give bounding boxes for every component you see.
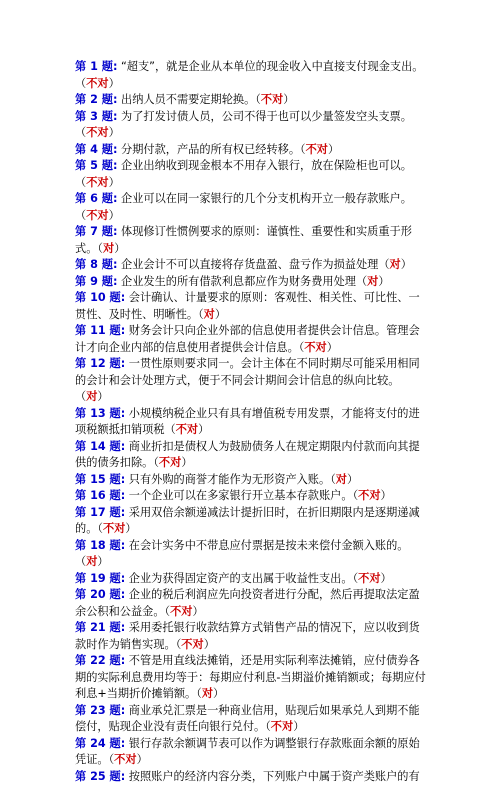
answer-paren: （不对） — [265, 720, 304, 733]
question-number: 第 25 题: — [75, 770, 125, 783]
question-number: 第 6 题: — [75, 192, 117, 205]
question-number: 第 2 题: — [75, 93, 117, 106]
answer-paren: （不对） — [353, 489, 392, 502]
question-number: 第 22 题: — [75, 654, 125, 667]
question-item — [75, 356, 427, 406]
answer-paren: （不对） — [153, 456, 192, 469]
question-text: 一贯性原则要求同一。会计主体在不同时期尽可能采用相同的会计和会计处理方式，便于不同会计期间会计信息的纵向比较。 — [75, 357, 420, 387]
answer-paren: （不对） — [75, 209, 120, 222]
answer: 不对 — [86, 77, 108, 90]
answer-paren: （不对） — [75, 77, 120, 90]
answer: 不对 — [103, 522, 125, 535]
answer: 不对 — [86, 176, 108, 189]
question-text: 一个企业可以在多家银行开立基本存款账户。 — [129, 489, 353, 502]
question-number: 第 24 题: — [75, 737, 125, 750]
question-text: 体现修订性惯例要求的原则：谨慎性、重要性和实质重于形式。 — [75, 225, 412, 255]
question-item — [75, 290, 427, 323]
question-item — [75, 571, 427, 588]
answer: 不对 — [176, 423, 198, 436]
question-text: 企业会计不可以直接将存货盘盈、盘亏作为损益处理 — [121, 258, 378, 271]
question-item — [75, 109, 427, 142]
question-number: 第 19 题: — [75, 572, 125, 585]
answer: 对 — [103, 242, 114, 255]
question-item — [75, 769, 427, 785]
answer-paren: （不对） — [109, 753, 148, 766]
question-text: 会计确认、计量要求的原则：客观性、相关性、可比性、一贯性、及时性、明晰性。 — [75, 291, 420, 321]
question-text: 商业折扣是债权人为鼓励债务人在规定期限内付款而向其提供的债务扣除。 — [75, 440, 420, 470]
answer-paren: （对） — [97, 242, 125, 255]
question-number: 第 20 题: — [75, 588, 125, 601]
question-number: 第 9 题: — [75, 275, 117, 288]
question-text: 财务会计只向企业外部的信息使用者提供会计信息。管理会计才向企业内部的信息使用者提供会计信息。 — [75, 324, 420, 354]
question-text: 出纳人员不需要定期轮换。 — [121, 93, 255, 106]
question-text: “超支”，就是企业从本单位的现金收入中直接支付现金支出。 — [121, 60, 423, 73]
answer-paren: （对） — [356, 275, 390, 288]
question-item — [75, 158, 427, 191]
answer-paren: （不对） — [255, 93, 294, 106]
answer-paren: （对） — [75, 390, 109, 403]
question-text: 企业为获得固定资产的支出属于收益性支出。 — [129, 572, 353, 585]
question-number: 第 21 题: — [75, 621, 125, 634]
question-number: 第 12 题: — [75, 357, 125, 370]
answer-paren: （不对） — [75, 176, 120, 189]
answer-paren: （对） — [196, 687, 224, 700]
answer: 对 — [86, 390, 97, 403]
question-item — [75, 736, 427, 769]
answer-paren: （不对） — [165, 423, 210, 436]
question-text: 企业发生的所有借款利息都应作为财务费用处理 — [121, 275, 356, 288]
answer: 不对 — [159, 456, 181, 469]
question-item — [75, 488, 427, 505]
question-text: 不管是用直线法摊销，还是用实际利率法摊销，应付债券各期的实际利息费用均等于：每期应付利息-当期溢价摊销额或；每期应付利息+当期折价摊销额。 — [75, 654, 426, 700]
question-number: 第 4 题: — [75, 143, 117, 156]
question-text: 企业出纳收到现金根本不用存入银行，放在保险柜也可以。 — [121, 159, 412, 172]
question-text: 采用双倍余额递减法计提折旧时，在折旧期限内是逐期递减的。 — [75, 506, 420, 536]
question-item — [75, 439, 427, 472]
answer: 不对 — [170, 605, 192, 618]
question-item — [75, 274, 427, 291]
answer-paren: （不对） — [353, 572, 392, 585]
question-text: 分期付款，产品的所有权已经转移。 — [121, 143, 300, 156]
answer: 不对 — [181, 638, 203, 651]
answer-paren: （不对） — [299, 341, 338, 354]
question-text: 在会计实务中不带息应付票据是按未来偿付金额入账的。 — [129, 539, 409, 552]
question-item — [75, 142, 427, 159]
answer: 对 — [202, 687, 213, 700]
question-item — [75, 323, 427, 356]
answer-paren: （不对） — [176, 638, 215, 651]
question-item — [75, 538, 427, 571]
question-item — [75, 59, 427, 92]
question-text: 为了打发讨债人员，公司不得于也可以少量签发空头支票。 — [121, 110, 412, 123]
answer: 不对 — [358, 572, 380, 585]
question-text: 只有外购的商誉才能作为无形资产入账。 — [129, 473, 330, 486]
question-number: 第 7 题: — [75, 225, 117, 238]
answer: 不对 — [86, 209, 108, 222]
question-item — [75, 505, 427, 538]
question-text: 小规模纳税企业只有具有增值税专用发票，才能将支付的进项税额抵扣销项税 — [75, 407, 420, 437]
answer: 不对 — [114, 753, 136, 766]
answer: 对 — [367, 275, 378, 288]
answer-paren: （对） — [378, 258, 412, 271]
answer: 不对 — [304, 341, 326, 354]
answer-paren: （对） — [198, 308, 226, 321]
answer: 不对 — [261, 93, 283, 106]
question-item — [75, 92, 427, 109]
question-text: 银行存款余额调节表可以作为调整银行存款账面余额的原始凭证。 — [75, 737, 420, 767]
question-text: 采用委托银行收款结算方式销售产品的情况下，应以收到货款时作为销售实现。 — [75, 621, 420, 651]
question-item — [75, 703, 427, 736]
question-item — [75, 257, 427, 274]
question-number: 第 8 题: — [75, 258, 117, 271]
question-number: 第 5 题: — [75, 159, 117, 172]
question-item — [75, 472, 427, 489]
answer: 不对 — [358, 489, 380, 502]
question-text: 企业可以在同一家银行的几个分支机构开立一般存款账户。 — [121, 192, 412, 205]
question-number: 第 11 题: — [75, 324, 125, 337]
question-number: 第 14 题: — [75, 440, 125, 453]
question-number: 第 3 题: — [75, 110, 117, 123]
answer-paren: （不对） — [165, 605, 204, 618]
question-text: 按照账户的经济内容分类，下列账户中属于资产类账户的有 — [129, 770, 420, 783]
question-number: 第 16 题: — [75, 489, 125, 502]
question-number: 第 13 题: — [75, 407, 125, 420]
question-text: 商业承兑汇票是一种商业信用，贴现后如果承兑人到期不能偿付，贴现企业没有责任向银行兑付。 — [75, 704, 420, 734]
question-item — [75, 653, 427, 703]
question-number: 第 23 题: — [75, 704, 125, 717]
question-number: 第 1 题: — [75, 60, 117, 73]
question-number: 第 17 题: — [75, 506, 125, 519]
question-item — [75, 191, 427, 224]
answer-paren: （不对） — [75, 126, 120, 139]
answer: 对 — [86, 555, 97, 568]
answer-paren: （对） — [330, 473, 358, 486]
answer: 不对 — [86, 126, 108, 139]
question-item — [75, 224, 427, 257]
question-item — [75, 587, 427, 620]
answer: 对 — [336, 473, 347, 486]
answer: 对 — [390, 258, 401, 271]
answer-paren: （不对） — [97, 522, 136, 535]
question-list — [75, 59, 427, 785]
question-number: 第 15 题: — [75, 473, 125, 486]
question-item — [75, 620, 427, 653]
answer: 不对 — [271, 720, 293, 733]
answer-paren: （对） — [75, 555, 109, 568]
answer: 不对 — [306, 143, 328, 156]
question-text: 企业的税后利润应先向投资者进行分配，然后再提取法定盈余公积和公益金。 — [75, 588, 420, 618]
answer: 对 — [204, 308, 215, 321]
question-number: 第 10 题: — [75, 291, 125, 304]
question-item — [75, 406, 427, 439]
answer-paren: （不对） — [300, 143, 339, 156]
question-number: 第 18 题: — [75, 539, 125, 552]
